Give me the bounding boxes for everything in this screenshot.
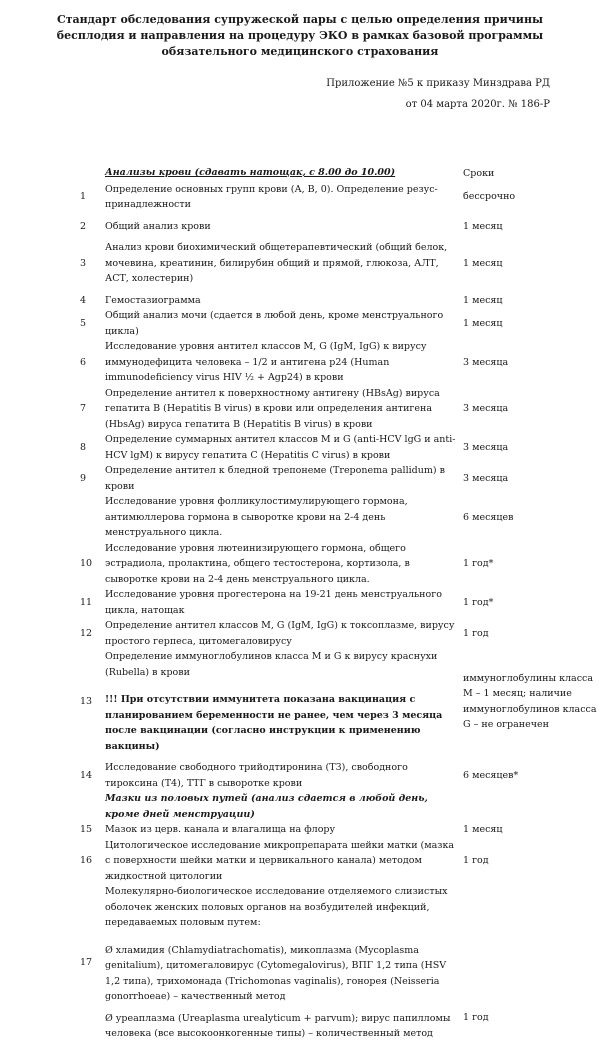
document-title: Стандарт обследования супружеской пары с целью определения причины бесплодия и направления на процедуру ЭКО в рамках базовой программы обязательного медицинского страхования [56, 13, 544, 58]
row-period: 6 месяцев* [463, 769, 519, 781]
section-header-smears [0, 791, 600, 822]
row-description: Гемостазиограмма [105, 294, 201, 306]
row-number: 13 [80, 695, 93, 707]
row-period: 1 месяц [463, 257, 503, 269]
row-number: 14 [80, 769, 93, 781]
row-number: 1 [80, 191, 87, 203]
row-period: 1 месяц [463, 317, 503, 329]
row-period: 3 месяца [463, 403, 509, 414]
row-description: Определение суммарных антител классов М и G (anti-HCV lgG и anti-HCV lgM) к вирусу гепатита С (Hepatitis С virus) в крови [105, 434, 456, 461]
row-description [105, 649, 460, 754]
row-period: иммуноглобулины класса М – 1 месяц; наличие иммуноглобулинов класса G – не огранечен [463, 672, 597, 730]
row-number: 6 [80, 356, 87, 368]
row-number: 2 [80, 220, 87, 232]
table-row [0, 463, 600, 494]
table-row [0, 339, 600, 386]
row-period: 1 месяц [463, 220, 503, 232]
table-row [0, 386, 600, 433]
row-period: 1 год* [463, 558, 494, 569]
row-description: Определение антител классов M, G (IgM, IgG) к токсоплазме, вирусу простого герпеса, цитомегаловирусу [105, 620, 455, 647]
table-row [0, 838, 600, 885]
row-number: 7 [80, 403, 87, 414]
table-row [0, 618, 600, 649]
row-number: 5 [80, 317, 87, 329]
order-line: от 04 марта 2020г. № 186-Р [405, 99, 550, 110]
table-row [0, 293, 600, 309]
row-number: 8 [80, 441, 87, 453]
row-number: 4 [80, 294, 87, 306]
row-description: Определение основных групп крови (А, В, 0). Определение резус-принадлежности [105, 183, 438, 210]
rubella-text: Определение иммуноглобулинов класса М и G к вирусу краснухи (Rubella) в крови [105, 651, 438, 678]
row-description: Определение антител к поверхностному антигену (HBsAg) вируса гепатита В (Hepatitis В virus) в крови или определения антигена (HbsAg) вируса гепатита В (Hepatitis В virus) в крови [105, 387, 440, 430]
row-description: Исследование уровня лютеинизирующего гормона, общего эстрадиола, пролактина, общего тестостерона, кортизола, в сыворотке крови на 2-4 день менструального цикла. [105, 542, 410, 585]
appendix-line: Приложение №5 к приказу Минздрава РД [326, 78, 550, 89]
row-period: 1 год [463, 1012, 489, 1023]
row-description: Исследование уровня прогестерона на 19-21 день менструального цикла, натощак [105, 589, 442, 616]
row-description: Исследование свободного трийодтиронина (Т3), свободного тироксина (Т4), ТТГ в сыворотке крови [105, 762, 408, 789]
row-description: Цитологическое исследование микропрепарата шейки матки (мазка с поверхности шейки матки и цервикального канала) методом жидкостной цитологии [105, 839, 455, 882]
row-number: 17 [80, 957, 93, 968]
exam-table [0, 164, 600, 1042]
table-row [0, 240, 600, 287]
section-header-blood [0, 164, 600, 182]
row-number: 12 [80, 627, 93, 639]
table-row [0, 541, 600, 588]
sti-intro: Молекулярно-биологическое исследование отделяемого слизистых оболочек женских половых органов на возбудителей инфекций, передаваемых половым путем: [105, 886, 448, 928]
row-period: 3 месяца [463, 472, 509, 484]
row-period: 6 месяцев [463, 511, 514, 523]
row-period: 1 месяц [463, 294, 503, 306]
table-row [0, 760, 600, 791]
row-description: Исследование уровня антител классов M, G (IgM, IgG) к вирусу иммунодефицита человека – 1/2 и антигена р24 (Human immunodeficiency virus HIV ½ + Agp24) в крови [105, 341, 427, 383]
row-period: 1 год [463, 855, 489, 866]
row-number: 16 [80, 855, 93, 866]
row-period: 1 год [463, 627, 489, 639]
row-description: Общий анализ мочи (сдается в любой день, кроме менструального цикла) [105, 310, 444, 337]
row-number: 3 [80, 257, 87, 269]
row-period: 3 месяца [463, 441, 509, 453]
table-row [0, 884, 600, 1042]
row-period: 3 месяца [463, 356, 509, 368]
row-number: 10 [80, 558, 93, 569]
row-description: Анализ крови биохимический общетерапевтический (общий белок, мочевина, креатинин, билирубин общий и прямой, глюкоза, АЛТ, АСТ, холестерин) [105, 242, 448, 284]
row-number: 11 [80, 596, 93, 608]
row-description: Определение антител к бледной трепонеме (Treponema pallidum) в крови [105, 465, 445, 492]
periods-header: Сроки [463, 168, 495, 179]
sti-quantitative: Ø уреаплазма (Ureaplasma urealyticum + parvum); вирус папилломы человека (все высокоонкогенные типы) – количественный метод [105, 1012, 451, 1039]
row-number: 9 [80, 472, 87, 484]
row-description: Мазок из церв. канала и влагалища на флору [105, 824, 336, 835]
row-period: бессрочно [463, 191, 516, 203]
table-row [0, 182, 600, 213]
row-description: Исследование уровня фолликулостимулирующего гормона, антимюллерова гормона в сыворотке крови на 2-4 день менструального цикла. [105, 496, 408, 538]
smear-section-title: Мазки из половых путей (анализ сдается в любой день, кроме дней менструации) [105, 793, 428, 820]
table-row [0, 649, 600, 754]
row-period: 1 год* [463, 596, 494, 608]
row-number: 15 [80, 824, 93, 835]
blood-section-title: Анализы крови (сдавать натощак, с 8.00 до 10.00) [105, 167, 396, 178]
table-row [0, 494, 600, 541]
row-description: Общий анализ крови [105, 220, 211, 232]
table-row [0, 822, 600, 838]
table-row [0, 219, 600, 235]
row-description [105, 884, 460, 1042]
table-row [0, 308, 600, 339]
table-row [0, 587, 600, 618]
row-period: 1 месяц [463, 824, 503, 835]
table-row [0, 432, 600, 463]
sti-qualitative: Ø хламидия (Chlamydiatrachomatis), микоплазма (Mycoplasma genitalium), цитомегаловирус (Cytomegalovirus), ВПГ 1,2 типа (HSV 1,2 типа), трихомонада (Trichomonas vaginalis), гонорея (Neisseria gonorrhoeae) – качественный метод [105, 944, 447, 1002]
vaccination-warning: !!! При отсутствии иммунитета показана вакцинация с планированием беременности не ранее, чем через 3 месяца после вакцинации (согласно инструкции к применению вакцины) [105, 694, 443, 752]
